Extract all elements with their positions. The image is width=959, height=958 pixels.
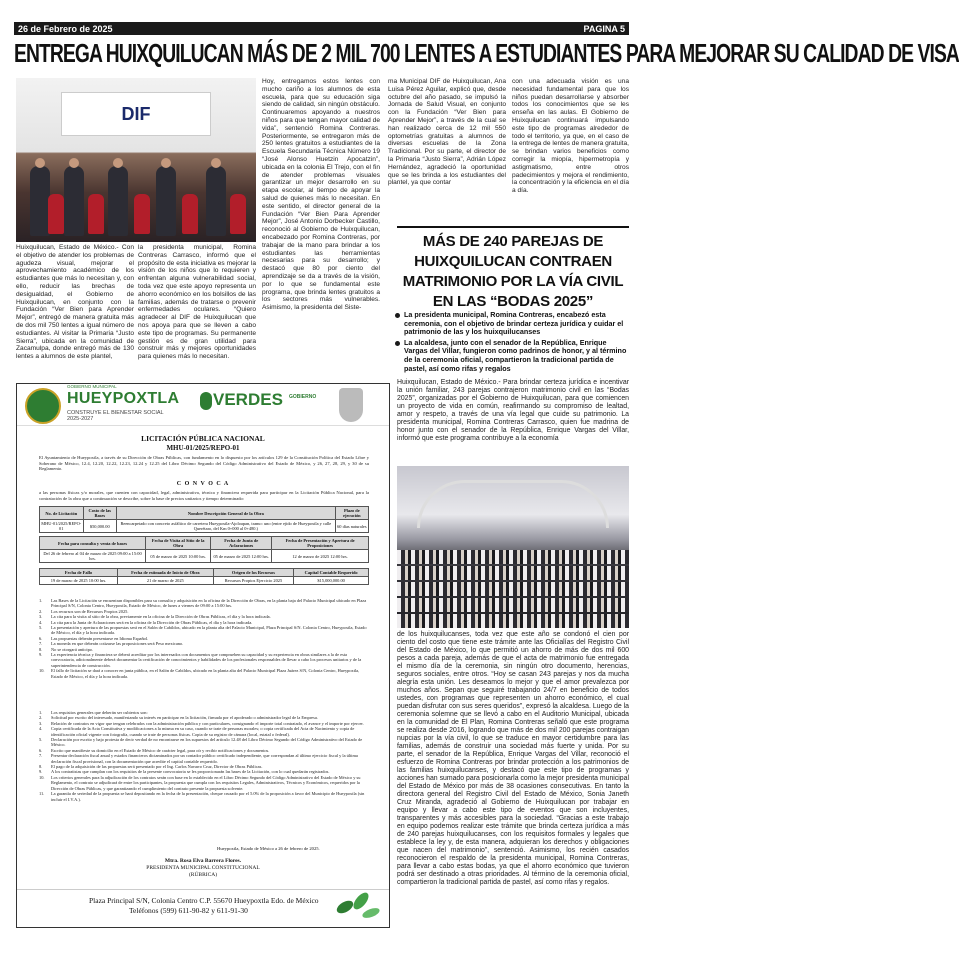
page-number: PAGINA 5 (583, 23, 625, 34)
child (88, 194, 104, 234)
list-item: 11. La garantía de seriedad de la propuesta se hará depositando en la fecha de la presentación, cheque cruzado por el 5.0% de la proposición a favor del Municipio de Hueypoxtla (sin incluir el I.V.A.). (39, 791, 365, 802)
child (230, 194, 246, 234)
list-item: 5. Declaración por escrito y bajo protesta de decir verdad de no encontrarse en los supuestos del artículo 12.48 del Libro Décimo Segundo del Código Administrativo del Estado de México. (39, 737, 363, 748)
list-item: 2. Los recursos son de Recursos Propios 2025. (39, 608, 129, 614)
person (206, 166, 226, 236)
list-item: 4. La cita para la Junta de Aclaraciones será en la oficina de la Dirección de Obras Públicas, el día y la hora indicada. (39, 619, 253, 625)
leaf-icon (200, 392, 212, 410)
article1-col2: la presidenta municipal, Romina Contreras Carrasco, informó que el propósito de esta iniciativa es mejorar la visión de los niños que lo requieren y enfrentan alguna vulnerabilidad social, toda vez que este apoyo representa un ahorro económico en los bolsillos de las familias, además de tratarse o prevenir enfermedades oculares. “Quiero agradecer al DIF de Huixquilucan que nos apoya para que se lleven a cabo este tipo de programas. Su permanente gestión es de gran utilidad para construir más y mejores oportunidades para quienes más lo necesitan. (138, 244, 256, 361)
list-item: 8. El pago de la adquisición de las propuestas será presentado por el Ing. Carlos Navarro Cruz, Director de Obras Públicas. (39, 764, 263, 770)
bullet-item: La presidenta municipal, Romina Contreras, encabezó esta ceremonia, con el objetivo de brindar certeza jurídica y cuidar el patrimonio de las y los huixquilucanses (395, 311, 629, 337)
article1-col4: ma Municipal DIF de Huixquilucan, Ana Luisa Pérez Aguilar, explicó que, desde octubre del año pasado, se impulsó la Jornada de Salud Visual, en conjunto con la Fundación “Ver Bien para Aprender Mejor”, a través de la cual se han realizado cerca de 12 mil 550 optometrías gratuitas a alumnos de diversas escuelas de la Zona Tradicional. Por su parte, el director de la Primaria “Justo Sierra”, Adrián López Hernández, agradeció la oportunidad que se les brinda a los estudiantes del plantel, ya que contar (388, 78, 506, 187)
signer-name: Mtra. Rosa Elva Barrera Flores. (164, 858, 242, 864)
ad-code: MHU-01/2025/REPO-01 (166, 444, 240, 452)
ad-requirements-list (39, 710, 369, 844)
story2-title: MÁS DE 240 PAREJAS DE HUIXQUILUCAN CONTRAEN MATRIMONIO POR LA VÍA CIVIL EN LAS “BODAS 2025” (397, 226, 629, 310)
verdes-logo: VERDES (213, 390, 283, 409)
list-item: 9. La experiencia técnica y financiera se deberá acreditar por los interesados con documentos que comprueben su capacidad y su experiencia en obras similares a la de esta convocatoria, adicionalmente deberá documentar la certificación de conocimientos y habilidades de los profesionales responsables de llevar a cabo los procesos unitarios y de la superintendencia de construcción. (39, 652, 362, 668)
article1-col5: con una adecuada visión es una necesidad fundamental para que los niños puedan desarrollarse y absorber todos los conocimientos que se les enseña en las aulas. El Gobierno de Huixquilucan continuará impulsando este tipo de programas alrededor de todo el territorio, ya que, en el caso de la entrega de lentes de manera gratuita, se brindan varios beneficios como corregir la miopía, hipermetropía y astigmatismo, entre otros padecimientos y mejora el rendimiento, la concentración y la eficiencia en el día a día. (512, 78, 629, 195)
list-item: 3. La cita para la visita al sitio de la obra, previamente en la oficina de la Dirección de Obras Públicas, el día y la hora indicada. (39, 614, 271, 620)
list-item: 5. La presentación y apertura de las propuestas será en el Salón de Cabildos, ubicado en la planta alta del Palacio Municipal, Plaza Principal S/N. Colonia Centro, Hueypoxtla, Estado de México, el día y la hora indicada. (39, 625, 367, 636)
gov-label: GOBIERNO MUNICIPAL (67, 384, 117, 389)
wedding-photo (397, 466, 629, 628)
students-photo (16, 78, 256, 242)
story2-body: de los huixquilucanses, toda vez que este año se condonó el cien por ciento del costo que tiene este trámite ante las Oficialías del Registro Civil del Estado de México, lo que permitió un ahorro de más de dos mil 600 pesos a cada pareja, además de que el acta de matrimonio fue entregada el mismo día de la ceremonia, sin ningún otro documento, herencias, seguros sociales, entre otros. “Hoy se casan 243 parejas y nos da mucha alegría esta unión. Les deseamos lo mejor y que el amor prevalezca por muchos años. Sepan que seguiré trabajando 24/7 en beneficio de todos ustedes, con programas que representen un ahorro económico, el cual puedan disfrutar con sus seres queridos”, expresó la alcaldesa. Luego de la ceremonia solemne que se llevó a cabo en el Auditorio Municipal, ubicada en la comunidad de El Plan, Romina Contreras señaló que este programa se realiza desde 2016, logrando que más de dos mil 200 parejas contraigan nupcias por la vía civil, lo que se traduce en mayor certidumbre para las familias, además de construir una sociedad más fuerte y unida. Por su parte, el senador de la República, Enrique Vargas del Villar, reconoció el esfuerzo de Romina Contreras por brindar protección a los patrimonios de las familias huixquilucanses, y destacó que este tipo de programas y acciones han sumado para posicionarla como la mejor presidenta municipal del Estado de México por más de 38 ocasiones consecutivas. En tanto la directora general del Registro Civil del Estado de México, Sonia Janeth Cruz Miranda, agradeció al Gobierno de Huixquilucan por trabajar en equipo y llevar a cabo este tipo de eventos que son incluyentes, transparentes y más accesibles para la sociedad. “Gracias a este trabajo en equipo podemos realizar este trámite que brinda certeza jurídica a más de 240 parejas huixquilucanses, con los requisitos formales y legales que establece la ley y, de esta manera, adquieran los derechos y obligaciones que nacen del matrimonio”, sentenció. Asimismo, los recién casados reconocieron el respaldo de la presidenta municipal, Romina Contreras, para llevar a cabo estas bodas, ya que el ahorro económico que tuvieron podrá ser destinado a otras prioridades. Al término de la ceremonia oficial, compartieron la tradicional partida de pastel, así como rifas y regalos. (397, 631, 629, 886)
municipality-slogan: CONSTRUYE EL BIENESTAR SOCIAL (67, 410, 164, 416)
issue-date: 26 de Febrero de 2025 (18, 23, 113, 34)
child (182, 194, 198, 234)
page-header-bar (14, 22, 629, 35)
list-item: 7. Presentar declaración fiscal anual y estados financieros dictaminados por un contador público certificado independiente, que correspondan al último ejercicio fiscal y la última declaración fiscal provisional, con la documentación que acredite el capital contable requerido. (39, 753, 358, 764)
person (108, 166, 128, 236)
person (30, 166, 50, 236)
list-item: 6. Escrito que manifieste su domicilio en el Estado de México de carácter legal, para oír y recibir notificaciones y documentos. (39, 747, 270, 753)
signer-role: PRESIDENTA MUNICIPAL CONSTITUCIONAL (146, 865, 260, 871)
table-dates: Fecha para consulta y venta de bases Fecha de Visita al Sitio de la Obra Fecha de Junta de Aclaraciones Fecha de Presentación y Apertura de Proposiciones Del 26 de febrero al 04 de marzo de 2025 09:00 a 15:00 hrs. 05 de marzo de 2025 10:00 hrs. 05 de marzo de 2025 12:00 hrs. 12 de marzo de 2025 12:00 hrs. (39, 536, 369, 563)
list-item: 3. Relación de contratos en vigor que tengan celebrados con la administración pública y con particulares, consignando el importe total contratado, el avance y el importe por ejercer. (39, 720, 364, 726)
article1-col1: Huixquilucan, Estado de México.- Con el objetivo de atender los problemas de agudeza visual, mejorar el aprovechamiento académico de los estudiantes que más lo necesitan y, con ello, reducir las brechas de desigualdad, el Gobierno de Huixquilucan, en conjunto con la Fundación “Ver Bien para Aprender Mejor”, entregó de manera gratuita más de dos mil 750 lentes a igual número de estudiantes. Al visitar la Primaria “Justo Sierra”, ubicada en la comunidad de Zacamulpa, donde entregó más de 130 lentes a alumnos de este plantel, (16, 244, 134, 361)
list-item: 2. Solicitud por escrito del interesado, manifestando su interés en participar en la licitación, firmada por el apoderado o administrador legal de la Empresa. (39, 715, 318, 721)
list-item: 9. A los contratistas que cumplan con los requisitos de la presente convocatoria se les proporcionarán las bases de la Licitación, con lo cual quedarán registrados. (39, 769, 330, 775)
ad-conditions-list (39, 598, 369, 708)
convoca-text: a las personas físicas y/o morales, que cuenten con capacidad, legal, administrativa, técnica y financiera requerida para participar en la Licitación Pública Nacional, para la contratación de la obra que a continuación se describe, sobre la base de precios unitarios y tiempo determinado: (39, 490, 369, 501)
list-item: 4. Copia certificada de la Acta Constitutiva y modificaciones a la misma en su caso, cuando se trate de personas morales; o copia certificada del Acta de Nacimiento y copia de identificación oficial vigente con fotografía, cuando se trate de personas físicas. Copia de su registro de cámara (local, estatal o federal). (39, 726, 355, 737)
ad-date-line: Hueypoxtla, Estado de México a 26 de febrero de 2025. (217, 846, 320, 851)
list-item: 1. Los requisitos generales que deberán ser cubiertos son: (39, 710, 148, 715)
table-bid-info: No. de Licitación Costo de las Bases Nombre Descripción General de la Obra Plazo de ejecución MHU-01/2025/REPO-01 $50,000.00 Reencarpetado con concreto asfáltico de carretera Hueypoxtla-Ajoloapan, tramo: uno (entre ejido de Hueypoxtla y calle Querétaro, del Km 0+000 al 0+480.) 60 días naturales (41, 508, 367, 531)
bullet-item: La alcaldesa, junto con el senador de la República, Enrique Vargas del Villar, fungieron como padrinos de honor, y al término de la ceremonia oficial, compartieron la tradicional partida de pastel, así como rifas y regalos (395, 339, 629, 373)
ad-address: Plaza Principal S/N, Colonia Centro C.P. 55670 Hueypoxtla Edo. de México (89, 896, 319, 905)
stage-arch (417, 480, 609, 528)
list-item: 6. Las propuestas deberán presentarse en Idioma Español. (39, 635, 149, 641)
child (134, 194, 150, 234)
list-item: 10. El fallo de licitación se dará a conocer en junta pública, en el Salón de Cabildos, ubicado en la planta alta del Palacio Municipal Plaza Juárez S/N, Colonia Centro, Hueypoxtla, Estado de México, el día y la hora indicada. (39, 668, 360, 679)
ad-title: LICITACIÓN PÚBLICA NACIONAL (141, 434, 265, 443)
table-ruling: Fecha de Fallo Fecha de estimada de Inicio de Obra Origen de los Recursos Capital Contable Requerido 19 de marzo de 2025 10:00 hrs. 21 de marzo de 2025 Recursos Propios Ejercicio 2025 $15,000,000.00 (39, 568, 369, 585)
list-item: 7. La moneda en que deberán cotizarse las proposiciones será Peso mexicano. (39, 641, 184, 647)
hueypoxtla-logo-icon (25, 388, 61, 424)
shield-icon (339, 388, 363, 422)
term-years: 2025-2027 (67, 416, 94, 422)
story2-intro: Huixquilucan, Estado de México.- Para brindar certeza jurídica e incentivar la unión familiar, 243 parejas contrajeron matrimonio civil en las “Bodas 2025”, organizadas por el Gobierno de Huixquilucan, para que comiencen un proyecto de vida en común, reafirmando su compromiso de lealtad, amor y respeto, a través de una vía legal que cuide su patrimonio. La presidenta municipal, Romina Contreras Carrasco, quien fue madrina de honor junto con el senador de la República, Enrique Vargas del Villar, informó que este programa contribuye a la economía (397, 379, 629, 442)
municipality-name: HUEYPOXTLA (67, 390, 180, 407)
story2-bullets (395, 311, 629, 375)
signer-note: (RÚBRICA) (188, 872, 218, 878)
main-headline: ENTREGA HUIXQUILUCAN MÁS DE 2 MIL 700 LENTES A ESTUDIANTES PARA MEJORAR SU CALIDAD DE VISA (14, 40, 959, 69)
person (64, 166, 84, 236)
gobierno-label: GOBIERNO (289, 394, 317, 400)
convoca-label: C O N V O C A (176, 481, 230, 487)
list-item: 1. Las Bases de la Licitación se encuentran disponibles para su consulta y adquisición en la oficina de la Dirección de Obras, en la planta baja del Palacio Municipal ubicado en Plaza Principal S/N, Colonia Centro, Hueypoxtla, Estado de México, de lunes a viernes de 09:00 a 15:00 hrs. (39, 598, 367, 609)
list-item: 10. Los criterios generales para la adjudicación de los contratos serán con base en lo establecido en el Libro Décimo Segundo del Código Administrativo del Estado de México y su Reglamento, el contrato se adjudicará de entre los participantes, la propuesta que cumpla con los requisitos Legales, Administrativos, Técnicos y Económicos, requeridos por la Dirección de Obras Públicas, y que garantizando el cumplimiento del contrato presente la propuesta solvente. (39, 774, 361, 791)
ad-header (17, 384, 389, 426)
public-notice-ad (16, 383, 390, 928)
person (156, 166, 176, 236)
dif-banner: DIF (61, 92, 211, 136)
ad-phones: Teléfonos (599) 611-90-82 y 611-91-30 (129, 906, 248, 915)
leaves-icon (331, 883, 381, 923)
article1-col3: Hoy, entregamos estos lentes con mucho cariño a los alumnos de esta escuela, para que su educación siga siendo de calidad, sin ningún obstáculo. Continuaremos apoyando a nuestros niños para que tengan mayor calidad de vida”, sentenció Romina Contreras. Posteriormente, se entregaron más de 250 lentes gratuitos a estudiantes de la Escuela Secundaria Técnica Número 19 “José Alonso Huetzin Apocatzin”, ubicada en la colonia El Trejo, con el fin de atender problemas visuales garantizar un mejor desarrollo en su etapa escolar, al tiempo de apoyar la salud de quienes más lo necesitan. En este sentido, el director general de la Fundación “Ver Bien Para Aprender Mejor”, José Antonio Dorbecker Castillo, reconoció al Gobierno de Huixquilucan, encabezado por Romina Contreras, por trabajar de la mano para brindar a los estudiantes las herramientas necesarias para su desarrollo; y destacó que 80 por ciento del aprendizaje se da a través de la visión, por lo que se fundamental este programa, que brinda lentes gratuitos a los sectores más vulnerables. Asimismo, la presidenta del Siste- (262, 78, 380, 312)
ad-intro: El Ayuntamiento de Hueypoxtla, a través de su Dirección de Obras Públicas, con fundamento en lo dispuesto por los artículos 129 de la Constitución Política del Estado Libre y Soberano de México, 12.4, 12.20, 12.22, 12.23, 12.24 y 12.25 del Libro Décimo Segundo del Código Administrativo del Estado de México, y 26, 27, 28, 29, y 30 de su Reglamento. (39, 455, 369, 472)
child (48, 194, 64, 234)
list-item: 8. No se otorgará anticipo. (39, 646, 94, 652)
